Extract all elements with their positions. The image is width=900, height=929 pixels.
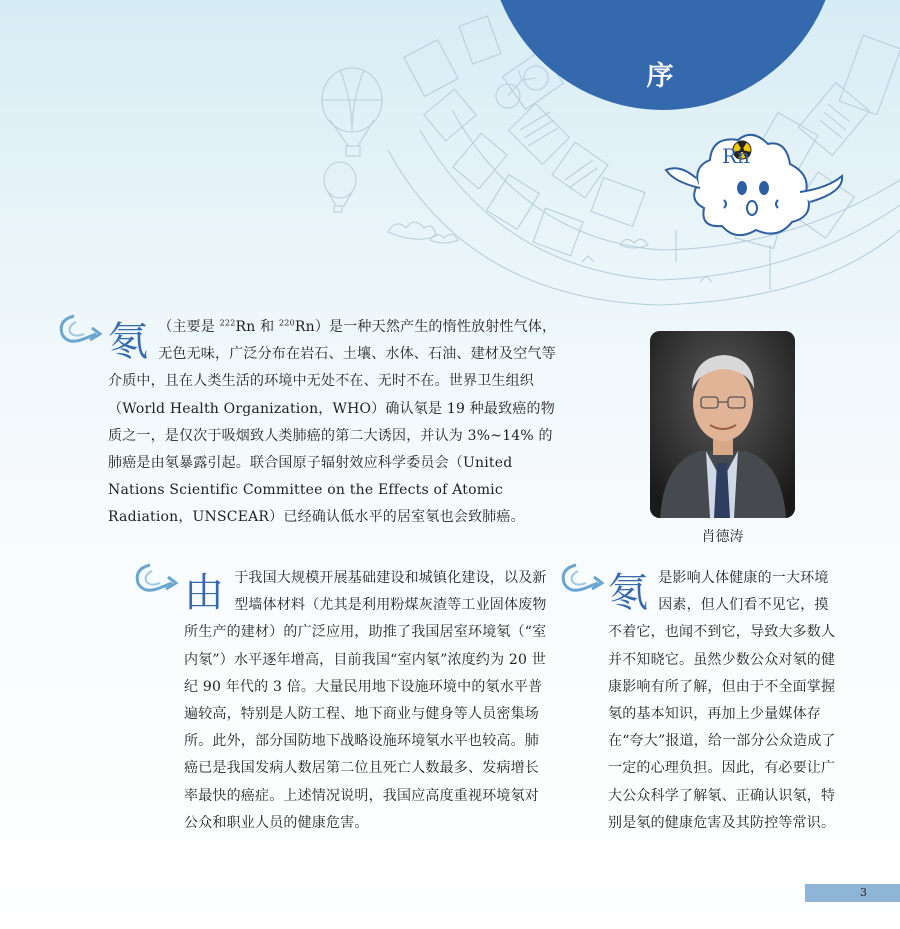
paragraph-text: Rn）是一种天然产生的惰性放射性气体，无色无味，广泛分布在岩石、土壤、水体、石油、建材及空气等介质中，且在人类生活的环境中无处不在、无时不在。世界卫生组织（World Health Organization，WHO）确认氡是 19 种最致癌的物质之一，是仅次于吸烟致人类肺癌的第二大诱因，并认为 3%~14% 的肺癌是由氡暴露引起。联合国原子辐射效应科学委员会（United Nations Scientific Committee on the Effects of Atomic Radiation，UNSCEAR）已经确认低水平的居室氡也会致肺癌。 xyxy=(108,319,557,526)
radon-symbol-label: Rn xyxy=(722,144,750,168)
body-paragraph-left xyxy=(184,565,550,837)
body-paragraph-right xyxy=(608,565,840,837)
drop-cap: 氡 xyxy=(108,319,149,365)
swirl-arrow-icon xyxy=(558,561,604,597)
paragraph-text: 于我国大规模开展基础建设和城镇化建设，以及新型墙体材料（尤其是利用粉煤灰渣等工业固体废物所生产的建材）的广泛应用，助推了我国居室环境氡（“室内氡”）水平逐年增高，目前我国“室内氡”浓度约为 20 世纪 90 年代的 3 倍。大量民用地下设施环境中的氡水平普遍较高，特别是人防工程、地下商业与健身等人员密集场所。此外，部分国防地下战略设施环境氡水平也较高。肺癌已是我国发病人数居第二位且死亡人数最多、发病增长率最快的癌症。上述情况说明，我国应高度重视环境氡对公众和职业人员的健康危害。 xyxy=(184,570,547,831)
drop-cap: 氡 xyxy=(608,570,649,616)
isotope-superscript: 222 xyxy=(219,318,236,328)
paragraph-text: （主要是 xyxy=(158,319,220,335)
page-number: 3 xyxy=(860,886,867,899)
page-title: 序 xyxy=(646,61,674,92)
paragraph-text: Rn 和 xyxy=(235,319,279,335)
drop-cap: 由 xyxy=(184,570,225,616)
swirl-arrow-icon xyxy=(132,561,178,597)
author-name: 肖德涛 xyxy=(701,529,744,545)
paragraph-text: 是影响人体健康的一大环境因素，但人们看不见它，摸不着它，也闻不到它，导致大多数人并不知晓它。虽然少数公众对氡的健康影响有所了解，但由于不全面掌握氡的基本知识，再加上少量媒体存在“夸大”报道，给一部分公众造成了一定的心理负担。因此，有必要让广大公众科学了解氡、正确认识氡，特别是氡的健康危害及其防控等常识。 xyxy=(608,570,836,831)
intro-paragraph xyxy=(108,314,560,532)
author-photo xyxy=(650,331,795,518)
swirl-arrow-icon xyxy=(56,312,102,348)
isotope-superscript: 220 xyxy=(279,318,295,328)
radon-cloud-mascot xyxy=(660,130,850,245)
